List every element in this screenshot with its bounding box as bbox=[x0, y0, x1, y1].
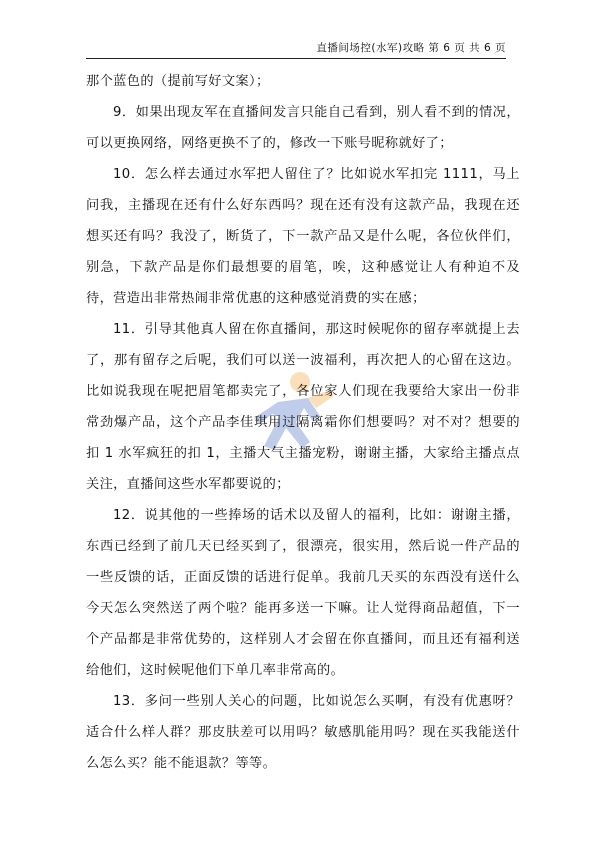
page-header: 直播间场控(水军)攻略 第 6 页 共 6 页 bbox=[86, 38, 506, 59]
paragraph-item-13: 13．多问一些别人关心的问题，比如说怎么买啊，有没有优惠呀？适合什么样人群？那皮肤差可以用吗？敏感肌能用吗？现在买我能送什么怎么买？能不能退款？等等。 bbox=[86, 694, 520, 771]
paragraph-item-9: 9．如果出现友军在直播间发言只能自己看到，别人看不到的情况，可以更换网络，网络更换不了的，修改一下账号昵称就好了； bbox=[86, 105, 520, 151]
paragraph-item-10: 10．怎么样去通过水军把人留住了？比如说水军扣完 1111，马上问我，主播现在还有什么好东西吗？现在还有没有这款产品，我现在还想买还有吗？我没了，断货了，下一款产品又是什么呢，各位伙伴们，别急，下款产品是你们最想要的眉笔，唉，这种感觉让人有种迫不及待，营造出非常热闹非常优惠的这种感觉消费的实在感； bbox=[86, 167, 520, 306]
paragraph-item-12: 12．说其他的一些捧场的话术以及留人的福利，比如：谢谢主播，东西已经到了前几天已经买到了，很漂亮，很实用，然后说一件产品的一些反馈的话，正面反馈的话进行促单。我前几天买的东西没有送什么今天怎么突然送了两个啦？能再多送一下嘛。让人觉得商品超值，下一个产品都是非常优势的，这样别人才会留在你直播间，而且还有福利送给他们，这时候呢他们下单几率非常高的。 bbox=[86, 508, 520, 678]
paragraph-item-11: 11．引导其他真人留在你直播间，那这时候呢你的留存率就提上去了，那有留存之后呢，我们可以送一波福利，再次把人的心留在这边。比如说我现在呢把眉笔都卖完了，各位家人们现在我要给大家出一份非常劲爆产品，这个产品李佳琪用过隔离霜你们想要吗？对不对？想要的扣 1 水军疯狂的扣 1，主播大气主播宠粉，谢谢主播，大家给主播点点关注，直播间这些水军都要说的； bbox=[86, 322, 520, 492]
document-body bbox=[86, 66, 520, 779]
paragraph-continuation: 那个蓝色的（提前写好文案）； bbox=[86, 74, 270, 89]
